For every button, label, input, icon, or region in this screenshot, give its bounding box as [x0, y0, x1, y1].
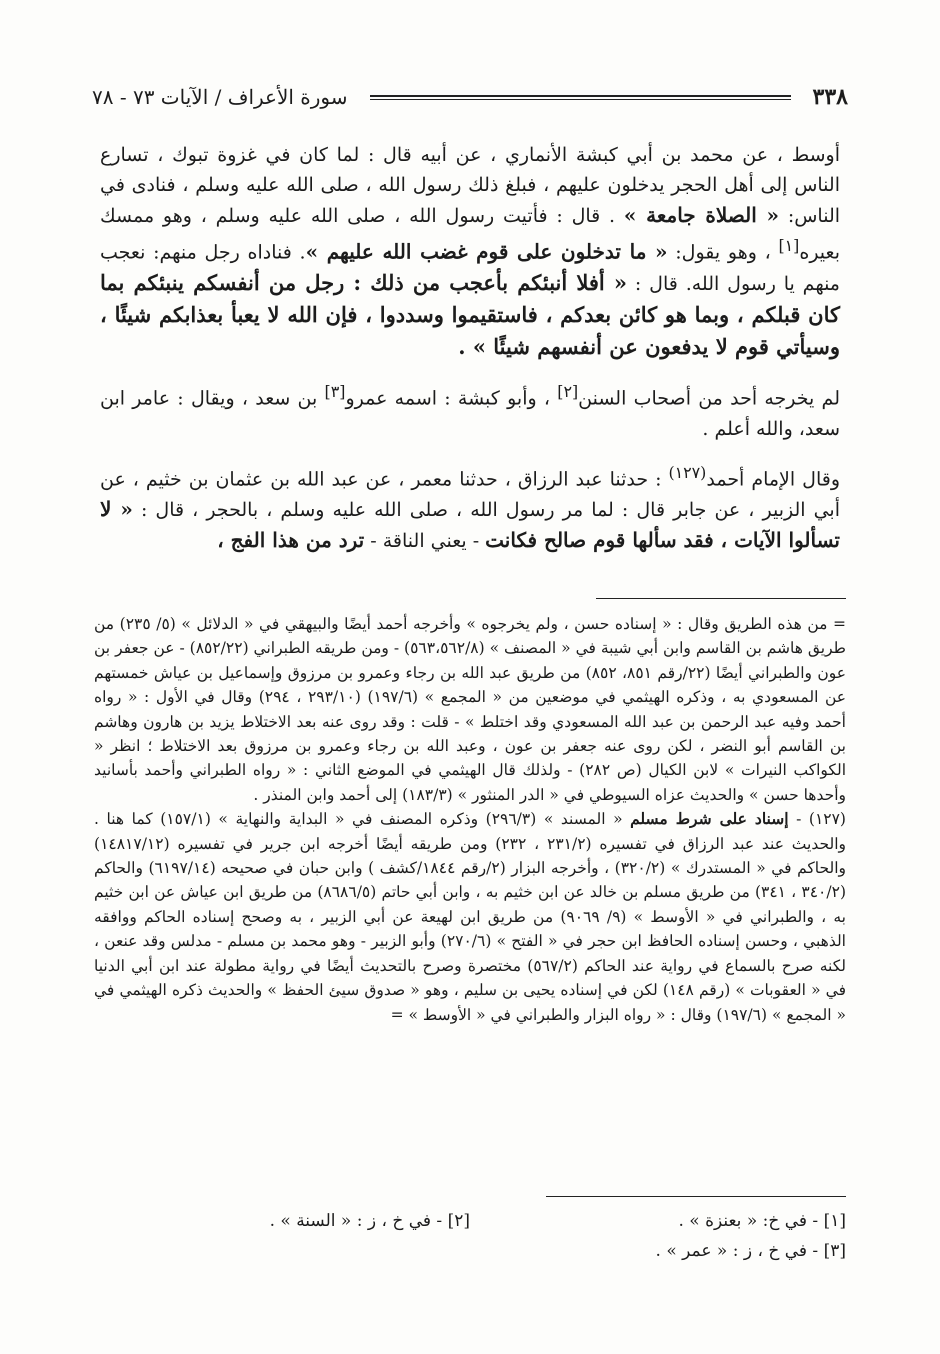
footnote-separator: [596, 598, 846, 599]
text-line: ، وهو: [727, 241, 779, 264]
prophetic-quote: ترد من هذا الفج ،: [217, 527, 365, 552]
variant-marker-1: [١]: [778, 236, 800, 255]
paragraph-hadith-2: [100, 458, 840, 556]
variant-row: [94, 1236, 846, 1266]
variant-note-1: [١] - في خ: « بعنزة » .: [678, 1211, 846, 1231]
text-line: إلى أهل الحجر يدخلون عليهم ، فبلغ ذلك رسول الله ، صلى الله عليه وسلم ، فنادى في الناس:: [100, 174, 841, 227]
page-header: [92, 80, 848, 114]
footnotes: [94, 612, 846, 1027]
variant-marker-3: [٣]: [324, 382, 346, 402]
prophetic-quote: « لا تسألوا الآيات ، فقد سألها قوم صالح فكانت: [100, 496, 840, 552]
variant-row: [94, 1206, 846, 1236]
text-line: يقول:: [667, 241, 721, 264]
text-line: أوسط ، عن محمد بن أبي كبشة الأنماري ، عن أبيه قال : لما كان في غزوة تبوك ، تسارع الناس: [100, 144, 840, 196]
text-line: - يعني الناقة -: [364, 529, 486, 552]
text-line: بن سعد ، ويقال : عامر ابن سعد، والله أعلم .: [100, 387, 840, 440]
text-line: . فناداه رجل منهم: نعجب منهم يا رسول الله.: [100, 241, 840, 296]
footnote-number: (١٢٧) -: [788, 810, 846, 829]
footnote-text: « المسند » (٢٩٦/٣) وذكره المصنف في « البداية والنهاية » (١٥٧/١) كما هنا . والحديث عند عبد الرزاق في تفسيره (٢٣١/٢ ، ٢٣٢) ومن طريقه أيضًا أخرجه ابن جرير في تفسيره (١٤٨١٧/١٢) والحاكم في « المستدرك » (٣٢٠/٢) ، وأخرجه البزار (٢/رقم ١٨٤٤/كشف ) وابن حبان في صحيحه (٦١٩٧/١٤) والحاكم (٣٤٠/٢ ، ٣٤١) من طريق مسلم بن خالد عن ابن خثيم به ، وابن أبي حاتم (٨٦٨٦/٥) من طريق ابن عياش عن ابن خثيم به ، والطبراني في « الأوسط » (٩/ ٩٠٦٩) من طريق ابن لهيعة عن أبي الزبير ، به وصحح إسناده الحاكم ووافقه الذهبي ، وحسن إسناده الحافظ ابن حجر في « الفتح » (٢٧٠/٦) وأبو الزبير - وهو محمد بن مسلم - مدلس وقد عنعن ، لكنه صرح بالسماع في رواية عند الحاكم (٥٦٧/٢) مختصرة وصرح بالتحديث أيضًا في رواية مطولة عند ابن أبي الدنيا في « العقوبات » (رقم ١٤٨) لكن في إسناده يحيى بن سليم ، وهو « صدوق سيئ الحفظ » والحديث ذكره الهيثمي في « المجمع » (١٩٧/٦) وقال : « رواه البزار والطبراني في « الأوسط » =: [94, 810, 847, 1024]
text-line: . قال : فأتيت رسول الله ، صلى الله عليه وسلم ، وهو ممسك بعيره: [100, 205, 840, 264]
header-rule: [370, 95, 791, 100]
text-line: لم يخرجه أحد من أصحاب السنن: [578, 387, 840, 410]
footnote-continued: = من هذه الطريق وقال : « إسناده حسن ، ولم يخرجوه » وأخرجه أحمد أيضًا والبيهقي في « الدلائل » (٥/ ٢٣٥) من طريق هاشم بن القاسم وابن أبي شيبة في « المصنف » (٥٦٣،٥٦٢/٨) - ومن طريقه الطبراني (٨٥٢/٢٢) - عن جعفر بن عون والطبراني أيضًا (٢٢/رقم ٨٥١، ٨٥٢) من طريق عبد الله بن رجاء وعمرو بن مرزوق وإسماعيل بن عياش خمستهم عن المسعودي به ، وذكره الهيثمي في موضعين من « المجمع » (١٩٧/٦) (٢٩٣/١٠ ، ٢٩٤) وقال في الأول : « رواه أحمد وفيه عبد الرحمن بن عبد الله المسعودي وقد اختلط » - قلت : وقد روى عنه بعد الاختلاط يزيد بن هارون وهاشم بن القاسم أبو النضر ، لكن روى عنه جعفر بن عون ، وعبد الله بن رجاء وعمرو بن مرزوق بعد الاختلاط ؛ انظر « الكواكب النيرات » لابن الكيال (ص ٢٨٢) - ولذلك قال الهيثمي في الموضع الثاني : « رواه الطبراني وأحمد بأسانيد وأحدها حسن » والحديث عزاه السيوطي في « الدر المنثور » (١٨٣/٣) إلى أحمد وابن المنذر .: [94, 615, 847, 804]
variant-separator: [546, 1196, 846, 1197]
paragraph-commentary: [100, 377, 840, 443]
text-line: وقال الإمام أحمد: [706, 467, 840, 490]
footnote-127: [94, 807, 846, 1027]
variant-note-2: [٢] - في خ ، ز : « السنة » .: [269, 1211, 470, 1231]
text-line: : حدثنا عبد الرزاق ، حدثنا معمر ، عن عبد الله بن عثمان بن خثيم ، عن أبي الزبير ، عن جابر قال : لما مر رسول الله ، صلى الله عليه وسلم ، بالحجر ، قال :: [100, 467, 840, 521]
footnote-marker-127: (١٢٧): [668, 462, 707, 482]
paragraph-hadith-1: [100, 140, 840, 363]
variant-marker-2: [٢]: [557, 382, 579, 402]
page-number: ٣٣٨: [812, 84, 848, 110]
main-text: [100, 140, 840, 570]
surah-title: سورة الأعراف / الآيات ٧٣ - ٧٨: [92, 85, 348, 109]
footnote-grading: إسناد على شرط مسلم: [630, 809, 789, 829]
text-line: قال :: [627, 273, 678, 296]
text-line: ، وأبو كبشة : اسمه عمرو: [345, 387, 558, 410]
prophetic-quote: « أفلا أنبئكم بأعجب من ذلك : رجل من أنفسكم ينبئكم بما كان قبلكم ، وبما هو كائن بعدكم ، فاستقيموا وسددوا ، فإن الله لا يعبأ بعذابكم شيئًا ، وسيأتي قوم لا يدفعون عن أنفسهم شيئًا » .: [100, 270, 840, 360]
prophetic-quote: « الصلاة جامعة »: [623, 203, 780, 227]
variant-notes: [94, 1206, 846, 1266]
variant-note-3: [٣] - في خ ، ز : « عمر » .: [655, 1241, 846, 1261]
prophetic-quote: « ما تدخلون على قوم غضب الله عليهم »: [305, 239, 668, 264]
